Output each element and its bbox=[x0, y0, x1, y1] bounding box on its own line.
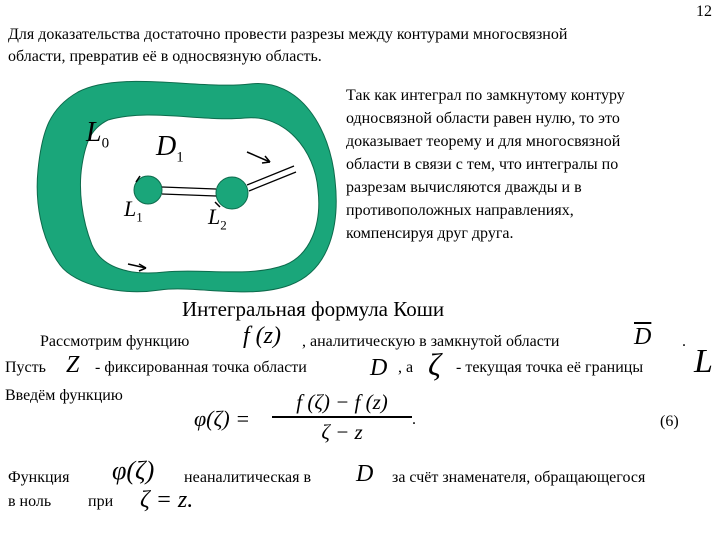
consider-text-2: , аналитическую в замкнутой области bbox=[302, 333, 560, 350]
final-word-2: в ноль bbox=[8, 493, 52, 510]
consider-end: . bbox=[682, 333, 686, 350]
final-text-1: неаналитическая в bbox=[184, 469, 312, 486]
page-number: 12 bbox=[696, 3, 712, 20]
fraction-bar bbox=[272, 416, 412, 418]
let-text-1: - фиксированная точка области bbox=[95, 359, 307, 376]
intro-line-1: Для доказательства достаточно провести разрезы между контурами многосвязной bbox=[8, 26, 568, 43]
final-word-1: Функция bbox=[8, 469, 70, 486]
outer-ring bbox=[37, 81, 336, 291]
final-text-2: за счёт знаменателя, обращающегося bbox=[392, 469, 646, 486]
phi-zeta: φ(ζ) bbox=[112, 456, 155, 485]
introduce-text: Введём функцию bbox=[5, 387, 123, 404]
zeta-symbol: ζ bbox=[428, 346, 441, 382]
intro-line-2: области, превратив её в односвязную область. bbox=[8, 48, 322, 65]
consider-text: Рассмотрим функцию bbox=[40, 333, 190, 350]
outer-contour-label: $L_0$ bbox=[86, 117, 110, 152]
let-comma-a: , а bbox=[398, 359, 414, 376]
formula-lhs: φ(ζ) = bbox=[194, 406, 251, 431]
condition-zeta-eq-z: ζ = z. bbox=[140, 487, 194, 513]
hole-2-label: $L_2$ bbox=[208, 204, 227, 233]
domain-d: D bbox=[370, 355, 388, 381]
function-f-z: f (z) bbox=[243, 323, 281, 349]
boundary-l: L bbox=[694, 343, 713, 380]
let-word: Пусть bbox=[5, 359, 46, 376]
domain-d-closed: $\overline{D}$ bbox=[634, 324, 652, 350]
section-title: Интегральная формула Коши bbox=[182, 297, 445, 321]
right-explanation: Так как интеграл по замкнутому контуру односвязной области равен нулю, то это доказывает теорему и для многосвязной области в связи с тем, что интегралы по разрезам вычисляются дважды и в противоположных направлениях, компенсируя друг друга. bbox=[346, 87, 625, 242]
final-domain-d: D bbox=[356, 461, 374, 487]
formula-number: (6) bbox=[660, 413, 679, 430]
let-text-2: - текущая точка её границы bbox=[456, 359, 644, 376]
formula-fraction bbox=[272, 390, 412, 444]
hole-1-label: $L_1$ bbox=[124, 196, 143, 225]
point-z: Z bbox=[66, 352, 80, 378]
formula-denominator: ζ − z bbox=[321, 419, 363, 444]
formula-numerator: f (ζ) − f (z) bbox=[296, 390, 388, 414]
formula-dot: . bbox=[412, 411, 416, 428]
domain-label: $D_1$ bbox=[156, 131, 184, 166]
final-word-3: при bbox=[88, 493, 114, 510]
